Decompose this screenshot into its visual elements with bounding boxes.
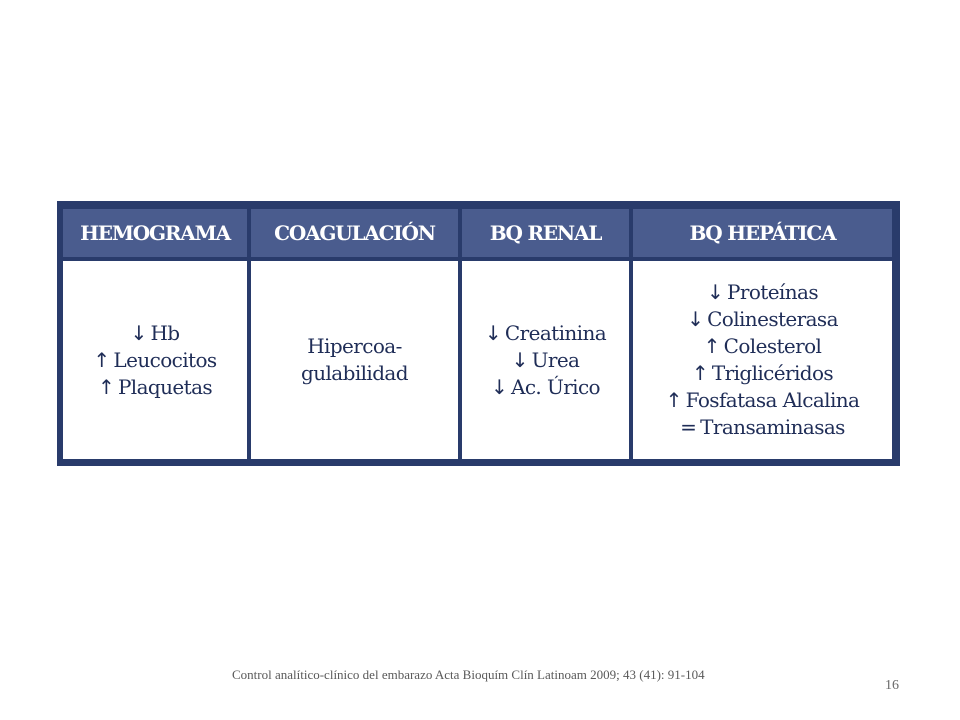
list-item <box>687 306 838 333</box>
item-label: Urea <box>531 347 580 372</box>
column-hemograma <box>63 209 247 459</box>
arrow-down-icon: ↓ <box>511 347 528 372</box>
list-item <box>130 320 179 347</box>
list-item <box>692 360 833 387</box>
list-item <box>666 387 860 414</box>
arrow-down-icon: ↓ <box>687 307 704 331</box>
arrow-down-icon: ↓ <box>490 374 508 399</box>
cell-hemograma <box>63 261 247 459</box>
header-bq-hepatica: BQ HEPÁTICA <box>633 209 892 261</box>
list-item <box>491 374 600 401</box>
item-label: Transaminasas <box>700 415 845 439</box>
arrow-up-icon: ↑ <box>691 361 709 385</box>
item-label: gulabilidad <box>301 361 408 385</box>
arrow-up-icon: ↑ <box>97 374 115 399</box>
header-coagulacion: COAGULACIÓN <box>251 209 458 261</box>
lab-findings-table <box>57 201 900 466</box>
arrow-up-icon: ↑ <box>703 334 720 358</box>
footer-citation: Control analítico-clínico del embarazo Acta Bioquím Clín Latinoam 2009; 43 (41): 91-104 <box>232 667 705 682</box>
list-item <box>704 333 822 360</box>
item-label: Proteínas <box>727 280 818 304</box>
arrow-up-icon: ↑ <box>665 388 682 412</box>
arrow-down-icon: ↓ <box>484 320 502 345</box>
cell-bq-hepatica <box>633 261 892 459</box>
arrow-down-icon: ↓ <box>707 280 724 304</box>
list-item <box>307 333 402 360</box>
column-bq-hepatica <box>633 209 892 459</box>
list-item <box>512 347 580 374</box>
item-label: Colinesterasa <box>707 307 838 331</box>
item-label: Fosfatasa Alcalina <box>685 388 860 412</box>
item-label: Ac. Úrico <box>510 374 600 399</box>
arrow-up-icon: ↑ <box>93 347 110 372</box>
header-bq-renal: BQ RENAL <box>462 209 629 261</box>
item-label: Triglicéridos <box>711 361 834 385</box>
list-item <box>98 374 212 401</box>
cell-bq-renal <box>462 261 629 459</box>
column-bq-renal <box>462 209 629 459</box>
list-item <box>707 279 818 306</box>
item-label: Leucocitos <box>113 347 217 372</box>
list-item <box>485 320 606 347</box>
item-label: Hipercoa- <box>307 334 402 358</box>
column-coagulacion <box>251 209 458 459</box>
item-label: Hb <box>150 320 180 345</box>
item-label: Plaquetas <box>117 374 213 399</box>
header-hemograma: HEMOGRAMA <box>63 209 247 261</box>
equals-icon: = <box>680 415 697 439</box>
page-number: 16 <box>885 678 899 693</box>
list-item <box>301 360 408 387</box>
list-item <box>680 414 845 441</box>
cell-coagulacion <box>251 261 458 459</box>
arrow-down-icon: ↓ <box>130 320 147 345</box>
list-item <box>93 347 216 374</box>
item-label: Creatinina <box>504 320 607 345</box>
item-label: Colesterol <box>723 334 822 358</box>
